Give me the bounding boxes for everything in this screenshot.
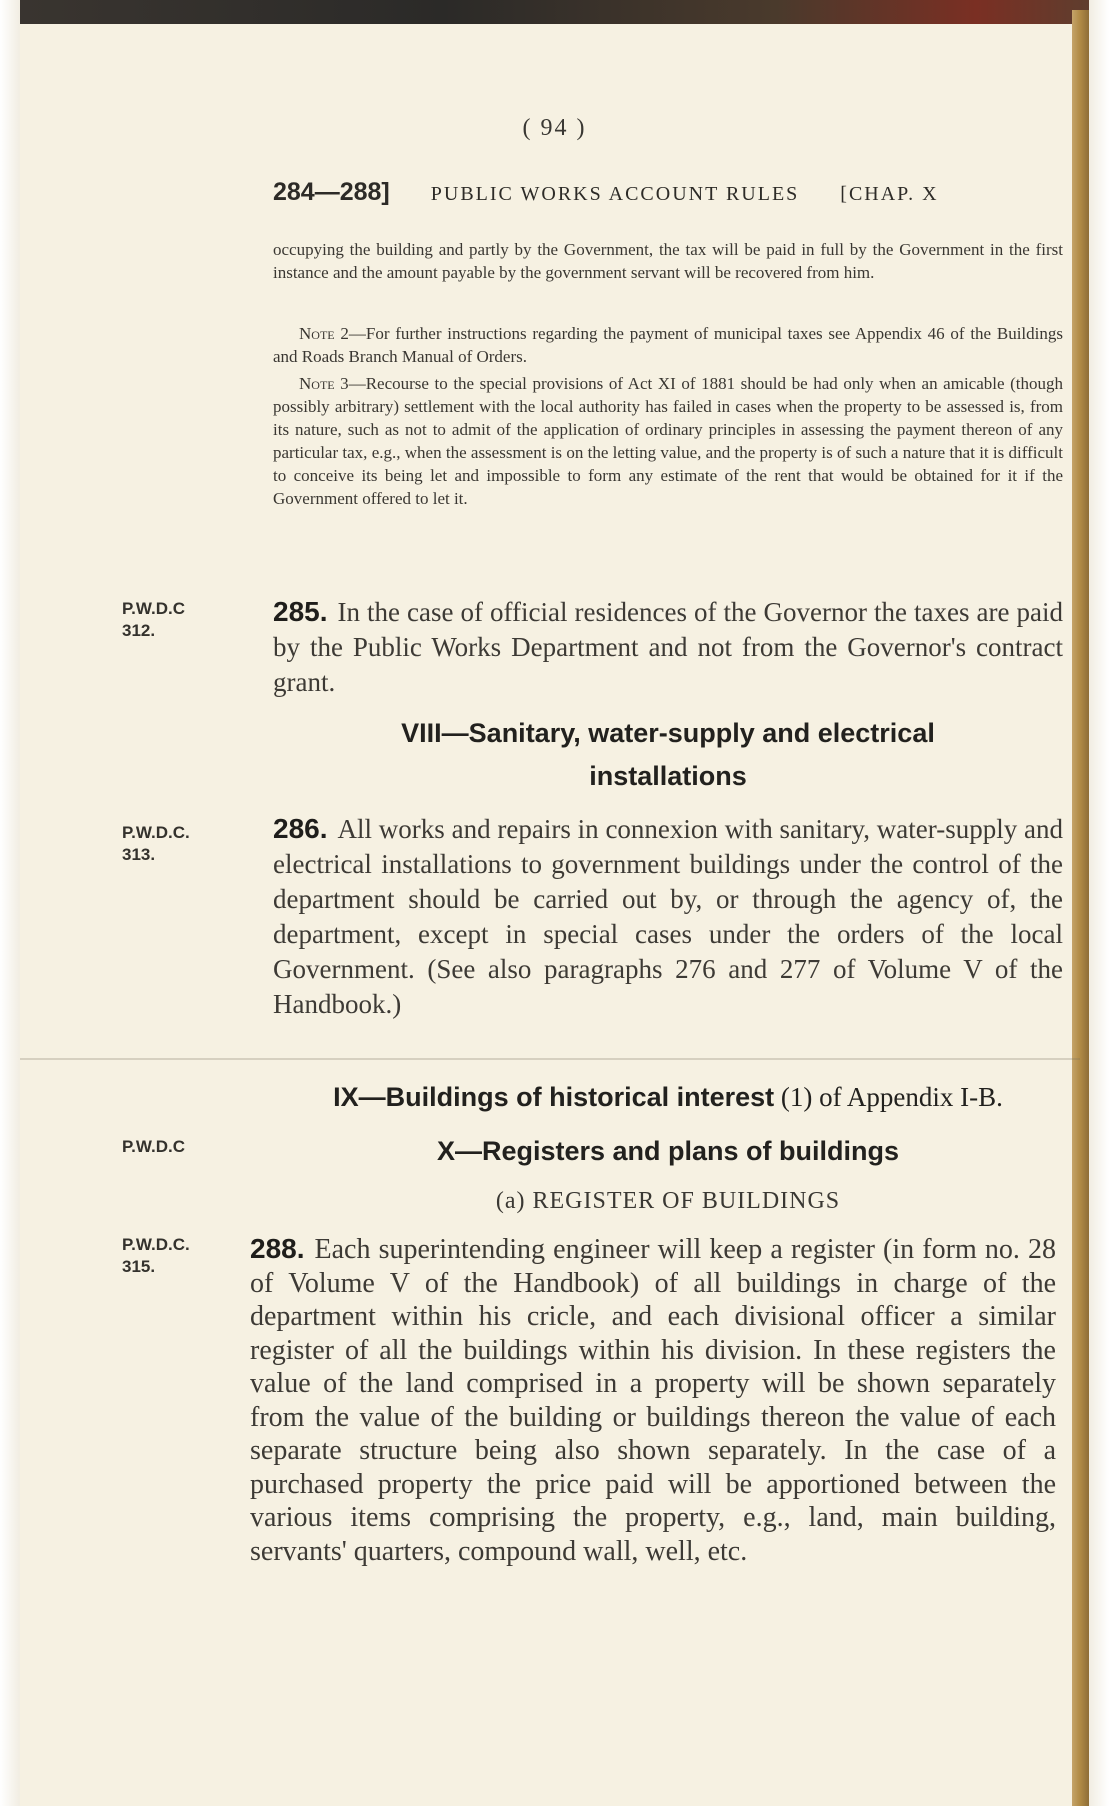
note-2-label: Note 2 (299, 324, 349, 343)
paragraph-286 (273, 811, 1063, 1022)
margin-ref-286 (122, 822, 232, 866)
paragraph-285 (273, 594, 1063, 700)
margin-ref-288 (122, 1234, 232, 1278)
margin-ref-number: 312. (122, 621, 156, 640)
section-x-subheading: (a) REGISTER OF BUILDINGS (495, 1188, 841, 1214)
running-head (273, 178, 1073, 207)
margin-ref-code: P.W.D.C (122, 1137, 185, 1156)
note-2 (273, 322, 1063, 368)
paragraph-288 (250, 1232, 1056, 1568)
section-ix-bold: IX—Buildings of historical interest (333, 1082, 775, 1112)
running-head-range: 284—288] (273, 178, 390, 206)
section-viii-line2: installations (589, 761, 747, 791)
page-left-margin (0, 0, 20, 1820)
margin-ref-number: 315. (122, 1257, 156, 1276)
margin-ref-number: 313. (122, 845, 156, 864)
page-number: ( 94 ) (522, 115, 587, 141)
paragraph-number: 286. (273, 813, 328, 844)
paragraph-text: In the case of official residences of the Governor the taxes are paid by the Public Works Department and not from the Governor's contract grant. (273, 597, 1063, 697)
paragraph-text: Each superintending engineer will keep a register (in form no. 28 of Volume V of the Handbook) of all buildings in charge of the department within his cricle, and each divisional officer a similar register of all the buildings within his division. In these registers the value of the land comprised in a property will be shown separately from the value of the building or buildings thereon the value of each separate structure being also shown separately. In the case of a purchased property the price paid will be apportioned between the various items comprising the property, e.g., land, main building, servants' quarters, compound wall, well, etc. (250, 1234, 1056, 1567)
section-ix-heading (273, 1076, 1063, 1119)
running-head-chapter: [CHAP. X (840, 183, 939, 205)
page-right-margin (1089, 0, 1109, 1820)
margin-ref-code: P.W.D.C. (122, 1235, 190, 1254)
margin-ref-287 (122, 1136, 232, 1158)
section-x-heading: X—Registers and plans of buildings (436, 1136, 900, 1166)
section-ix-rest: (1) of Appendix I-B. (774, 1082, 1003, 1112)
note-3 (273, 372, 1063, 510)
note-2-text: —For further instructions regarding the payment of municipal taxes see Appendix 46 of the Buildings and Roads Branch Manual of Orders. (273, 324, 1063, 366)
section-viii-line1: VIII—Sanitary, water-supply and electrical (401, 718, 935, 748)
running-head-title: PUBLIC WORKS ACCOUNT RULES (430, 183, 800, 205)
margin-ref-code: P.W.D.C. (122, 823, 190, 842)
paragraph-number: 288. (250, 1233, 305, 1264)
book-spine (1072, 10, 1090, 1810)
section-viii-heading (273, 712, 1063, 798)
page-bottom-margin (0, 1806, 1109, 1820)
continuation-text: occupying the building and partly by the Government, the tax will be paid in full by the Government in the first instance and the amount payable by the government servant will be recovered from him. (273, 240, 1063, 282)
paragraph-number: 285. (273, 596, 328, 627)
paragraph-text: All works and repairs in connexion with sanitary, water-supply and electrical installations to government buildings under the control of the department should be carried out by, or through the agency of, the department, except in special cases under the orders of the local Government. (See also paragraphs 276 and 277 of Volume V of the Handbook.) (273, 814, 1063, 1019)
page-top-shadow (0, 0, 1109, 24)
note-3-label: Note 3 (299, 374, 349, 393)
note-3-text: —Recourse to the special provisions of Act XI of 1881 should be had only when an amicable (though possibly arbitrary) settlement with the local authority has failed in cases when the property to be assessed is, from its nature, such as not to admit of the application of ordinary principles in assessing the payment thereon of any particular tax, e.g., when the assessment is on the letting value, and the property is of such a nature that it is difficult to conceive its being let and impossible to form any estimate of the rent that would be obtained for it if the Government offered to let it. (273, 374, 1063, 508)
margin-ref-code: P.W.D.C (122, 599, 185, 618)
margin-ref-285 (122, 598, 232, 642)
page-fold-line (20, 1058, 1080, 1060)
